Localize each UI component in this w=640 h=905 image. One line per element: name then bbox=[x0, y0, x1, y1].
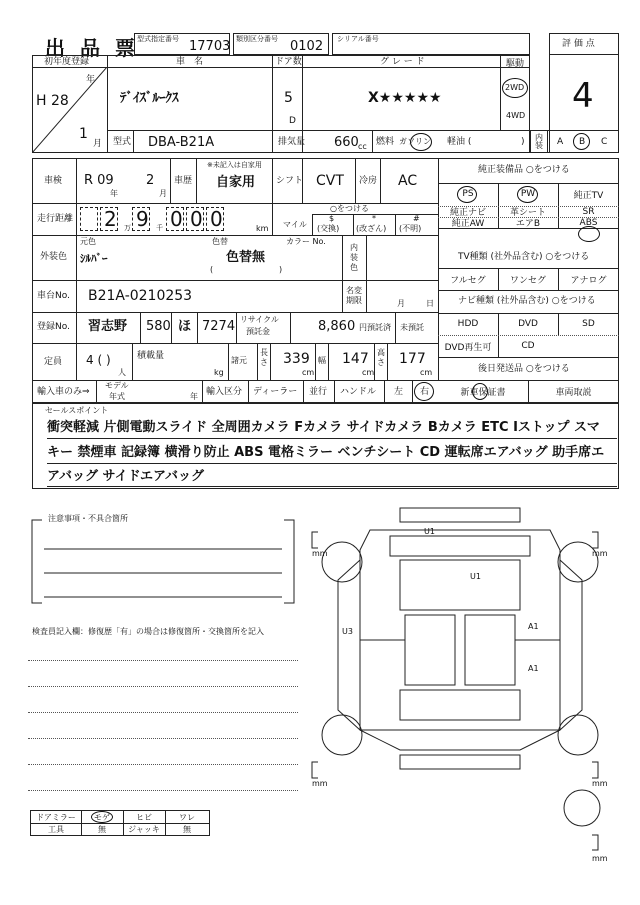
sales-points-label: セールスポイント bbox=[45, 406, 109, 415]
drive-label: 駆動 bbox=[506, 59, 525, 69]
load-unit: kg bbox=[214, 368, 224, 377]
form-title: 出 品 票 bbox=[45, 36, 139, 60]
meter-sharp: # bbox=[413, 214, 420, 223]
inspection-month: 2 bbox=[146, 173, 155, 188]
equip-abs: ABS bbox=[579, 217, 598, 228]
acc-mote: モゲ bbox=[94, 812, 110, 822]
displacement-label: 排気量 bbox=[278, 137, 306, 147]
left-side-shape bbox=[338, 560, 360, 730]
acc-jack-value: 無 bbox=[183, 824, 191, 834]
height-unit: cm bbox=[420, 368, 433, 377]
meter-dollar-label: (交換) bbox=[317, 224, 340, 233]
category-label: 類別区分番号 bbox=[236, 35, 278, 43]
nav-type-label: ナビ種類 (社外品含む) ○をつける bbox=[458, 296, 596, 306]
type-cert-box bbox=[134, 33, 230, 55]
damage-mark: U1 bbox=[470, 572, 481, 581]
capacity-unit: 人 bbox=[118, 368, 126, 377]
reg-num: 7274 bbox=[202, 319, 236, 334]
handle-right-circle bbox=[414, 382, 434, 401]
mm-spare: mm bbox=[592, 854, 608, 863]
equipment-panel bbox=[438, 158, 619, 380]
mileage-digit: 0 bbox=[210, 207, 223, 231]
acc-jack: ジャッキ bbox=[128, 824, 160, 834]
acc-tools: 工具 bbox=[48, 824, 64, 834]
history-label: 車歴 bbox=[174, 176, 193, 186]
wheel-rear-right-shape bbox=[558, 715, 598, 755]
right-side-shape bbox=[560, 560, 582, 730]
interior-a: A bbox=[557, 137, 564, 147]
serial-label: シリアル番号 bbox=[337, 35, 379, 43]
reg-area: 習志野 bbox=[88, 319, 128, 334]
mileage-label: 走行距離 bbox=[37, 214, 74, 224]
mileage-km: km bbox=[256, 224, 269, 233]
fuel-label: 燃料 bbox=[376, 137, 395, 147]
ac-value: AC bbox=[398, 173, 418, 189]
acc-mote-circle bbox=[91, 811, 113, 823]
damage-mark: A1 bbox=[528, 664, 539, 673]
mileage-digit: 9 bbox=[136, 207, 149, 231]
hood-shape bbox=[390, 536, 530, 556]
model-label: 型式 bbox=[113, 137, 132, 147]
capacity-value: 4 ( ) bbox=[86, 353, 111, 367]
handle-left: 左 bbox=[394, 387, 404, 397]
height-value: 177 bbox=[399, 351, 426, 367]
tread-bracket-fl bbox=[312, 532, 318, 548]
shift-label: シフト bbox=[276, 176, 304, 186]
name-change-label: 名変期限 bbox=[346, 286, 362, 305]
width-label: 幅 bbox=[318, 356, 326, 365]
mm-rl: mm bbox=[312, 779, 328, 788]
delivery-warranty-circle bbox=[472, 383, 488, 400]
mm-rr: mm bbox=[592, 779, 608, 788]
mileage-digit-box bbox=[80, 207, 98, 231]
drive-4wd: 4WD bbox=[506, 111, 526, 120]
diesel-label: 軽油 ( bbox=[447, 137, 472, 147]
score-label: 評 価 点 bbox=[562, 39, 595, 49]
caution-label: 注意事項・不具合箇所 bbox=[48, 514, 128, 523]
acc-tools-value: 無 bbox=[98, 824, 106, 834]
recycle-done: 円預託済 bbox=[359, 323, 391, 332]
left-door-shape bbox=[405, 615, 455, 685]
equip-abs-circle bbox=[578, 226, 600, 242]
inspection-value: R 09 bbox=[84, 173, 114, 188]
handle-right: 右 bbox=[420, 387, 430, 397]
meter-note: ○をつける bbox=[330, 204, 369, 213]
rear-window-shape bbox=[400, 690, 520, 720]
repaint-value: 色替無 bbox=[226, 250, 266, 265]
mileage-man: 万 bbox=[124, 224, 131, 232]
fuel-value: ガソリン bbox=[399, 137, 431, 146]
serial-box bbox=[332, 33, 530, 55]
displacement-unit: cc bbox=[358, 142, 367, 151]
model-year-label-2: 年式 bbox=[109, 392, 125, 401]
mileage-mile: マイル bbox=[283, 220, 307, 229]
tv-fullseg: フルセグ bbox=[450, 275, 486, 286]
spare-wheel-shape bbox=[564, 790, 600, 826]
damage-mark: U3 bbox=[342, 627, 353, 636]
sales-points-box bbox=[32, 403, 619, 489]
handle-label: ハンドル bbox=[340, 387, 377, 397]
tread-bracket-rl bbox=[312, 762, 318, 778]
mm-fr: mm bbox=[592, 549, 608, 558]
mileage-digit: 0 bbox=[170, 207, 183, 231]
equip-pw-circle bbox=[517, 186, 538, 203]
interior-score-box bbox=[530, 130, 619, 153]
sales-line-3: アバッグ サイドエアバッグ bbox=[47, 469, 205, 484]
first-reg-month: 1 bbox=[79, 126, 88, 142]
length-unit: cm bbox=[302, 368, 315, 377]
delivery-manual: 車両取説 bbox=[555, 388, 592, 398]
sales-line-1: 衝突軽減 片側電動スライド 全周囲カメラ Fカメラ サイドカメラ Bカメラ ETC Iストップ スマ bbox=[47, 420, 600, 435]
repaint-paren-close: ) bbox=[279, 265, 283, 274]
tread-bracket-fr bbox=[592, 532, 598, 548]
category-box bbox=[233, 33, 329, 55]
nav-dvd-play: DVD再生可 bbox=[444, 342, 492, 353]
car-name-label: 車 名 bbox=[176, 57, 204, 67]
first-reg-month-unit: 月 bbox=[93, 139, 103, 149]
chassis-value: B21A-0210253 bbox=[88, 288, 193, 304]
acc-hibi: ヒビ bbox=[136, 812, 152, 822]
name-change-month: 月 bbox=[397, 299, 405, 308]
equip-aw: 純正AW bbox=[451, 219, 485, 229]
dims-label: 諸元 bbox=[231, 356, 247, 365]
grade-label: グ レ ー ド bbox=[380, 57, 425, 67]
damage-mark: U1 bbox=[424, 527, 435, 536]
interior-label: 内装 bbox=[535, 133, 543, 150]
meter-sharp-label: (不明) bbox=[399, 224, 422, 233]
nav-dvd: DVD bbox=[518, 319, 538, 329]
score-value: 4 bbox=[572, 76, 594, 116]
equip-pw: PW bbox=[520, 189, 536, 199]
recycle-label-1: リサイクル bbox=[240, 315, 279, 324]
orig-color-label: 元色 bbox=[80, 237, 96, 246]
recycle-not: 未預託 bbox=[400, 323, 424, 332]
doors-type: D bbox=[289, 116, 296, 126]
first-reg-era: H 28 bbox=[36, 93, 69, 109]
equip-ps: PS bbox=[462, 189, 474, 199]
history-note: ※未記入は自家用 bbox=[207, 161, 262, 169]
length-label: 長さ bbox=[260, 348, 268, 367]
tread-bracket-spare bbox=[592, 835, 598, 850]
equip-leather: 革シート bbox=[509, 208, 546, 218]
wheel-rear-left-shape bbox=[322, 715, 362, 755]
drive-2wd: 2WD bbox=[505, 83, 525, 92]
mileage-digit: 2 bbox=[104, 207, 117, 231]
equip-nav: 純正ナビ bbox=[449, 208, 486, 218]
damage-mark: A1 bbox=[528, 622, 539, 631]
orig-color-value: ｼﾙﾊﾞｰ bbox=[80, 252, 108, 265]
length-value: 339 bbox=[283, 351, 310, 367]
inspection-month-unit: 月 bbox=[159, 189, 167, 198]
doors-value: 5 bbox=[284, 90, 293, 106]
color-no-label: カラー No. bbox=[286, 237, 326, 246]
tv-analog: アナログ bbox=[570, 275, 607, 286]
grade-value: X★★★★★ bbox=[368, 90, 442, 106]
load-label: 積載量 bbox=[137, 351, 165, 361]
import-parallel: 並行 bbox=[309, 387, 328, 397]
exterior-label: 外装色 bbox=[40, 252, 68, 262]
front-bumper-shape bbox=[400, 508, 520, 522]
nav-sd: SD bbox=[582, 319, 595, 329]
genuine-label: 純正装備品 ○をつける bbox=[478, 165, 570, 175]
int-color-label: 内装色 bbox=[350, 243, 358, 272]
inspector-label: 検査員記入欄：修復歴「有」の場合は修復箇所・交換箇所を記入 bbox=[32, 627, 264, 636]
reg-kana: ほ bbox=[178, 319, 192, 334]
import-dealer: ディーラー bbox=[253, 387, 298, 397]
rear-bumper-shape bbox=[400, 755, 520, 769]
model-year-unit: 年 bbox=[190, 392, 198, 401]
mileage-digits bbox=[80, 205, 272, 233]
displacement-value: 660 bbox=[334, 135, 359, 150]
tv-oneseg: ワンセグ bbox=[509, 275, 546, 286]
nav-hdd: HDD bbox=[457, 319, 479, 329]
inspection-label: 車検 bbox=[44, 176, 63, 186]
first-reg-year-unit: 年 bbox=[86, 75, 96, 85]
width-value: 147 bbox=[342, 351, 369, 367]
mm-fl: mm bbox=[312, 549, 328, 558]
ac-label: 冷房 bbox=[359, 176, 378, 186]
model-year-label-1: モデル bbox=[105, 381, 129, 390]
capacity-label: 定員 bbox=[44, 357, 63, 367]
rear-shape bbox=[360, 730, 560, 750]
history-value: 自家用 bbox=[216, 175, 256, 190]
car-damage-diagram bbox=[300, 500, 630, 870]
acc-ware: ワレ bbox=[179, 812, 195, 822]
first-reg-label: 初年度登録 bbox=[44, 57, 90, 67]
equip-ps-circle bbox=[457, 186, 477, 203]
mileage-digit: 0 bbox=[190, 207, 203, 231]
meter-star-label: (改ざん) bbox=[356, 224, 387, 233]
delivery-label: 後日発送品 ○をつける bbox=[478, 364, 570, 374]
equip-airbag: エアB bbox=[515, 219, 541, 229]
recycle-value: 8,860 bbox=[318, 319, 356, 334]
mileage-sen: 千 bbox=[156, 224, 163, 232]
diesel-close: ) bbox=[521, 137, 525, 147]
car-name-value: ﾃﾞｲｽﾞﾙｰｸｽ bbox=[120, 91, 179, 106]
tv-type-label: TV種類 (社外品含む) ○をつける bbox=[458, 252, 590, 262]
equip-sr: SR bbox=[582, 206, 595, 217]
import-type-label: 輸入区分 bbox=[206, 387, 243, 397]
model-value: DBA-B21A bbox=[148, 135, 215, 150]
accessories-table bbox=[30, 810, 210, 836]
repaint-label: 色替 bbox=[212, 237, 228, 246]
acc-door-mirror: ドアミラー bbox=[36, 812, 76, 822]
sales-line-2: キー 禁煙車 記録簿 横滑り防止 ABS 電格ミラー ベンチシート CD 運転席エアバッグ 助手席エ bbox=[47, 445, 605, 460]
interior-c: C bbox=[601, 137, 608, 147]
height-label: 高さ bbox=[377, 348, 385, 367]
type-cert-label: 型式指定番号 bbox=[137, 35, 179, 43]
right-door-shape bbox=[465, 615, 515, 685]
repaint-paren-open: ( bbox=[210, 265, 214, 274]
category-value: 0102 bbox=[290, 39, 324, 54]
caution-area bbox=[28, 514, 298, 607]
chassis-label: 車台No. bbox=[37, 291, 70, 301]
equip-tv: 純正TV bbox=[573, 190, 604, 201]
delivery-warranty: 新車保証書 bbox=[460, 388, 506, 398]
interior-b: B bbox=[579, 137, 586, 147]
type-cert-value: 17703 bbox=[189, 39, 231, 54]
nav-cd: CD bbox=[521, 341, 535, 351]
windshield-shape bbox=[400, 560, 520, 610]
interior-b-circle bbox=[573, 133, 590, 150]
import-label: 輸入車のみ⇒ bbox=[37, 387, 90, 397]
inspection-year: 年 bbox=[110, 189, 118, 198]
name-change-day: 日 bbox=[426, 299, 434, 308]
fuel-gasoline-circle bbox=[410, 133, 432, 151]
tread-bracket-rr bbox=[592, 762, 598, 778]
doors-label: ドア数 bbox=[275, 57, 302, 67]
width-unit: cm bbox=[362, 368, 375, 377]
reg-class: 580 bbox=[146, 319, 171, 334]
shift-value: CVT bbox=[316, 173, 344, 189]
recycle-label-2: 預託金 bbox=[246, 327, 270, 336]
regno-label: 登録No. bbox=[37, 322, 70, 332]
meter-dollar: $ bbox=[329, 214, 335, 223]
meter-star: * bbox=[372, 214, 376, 223]
